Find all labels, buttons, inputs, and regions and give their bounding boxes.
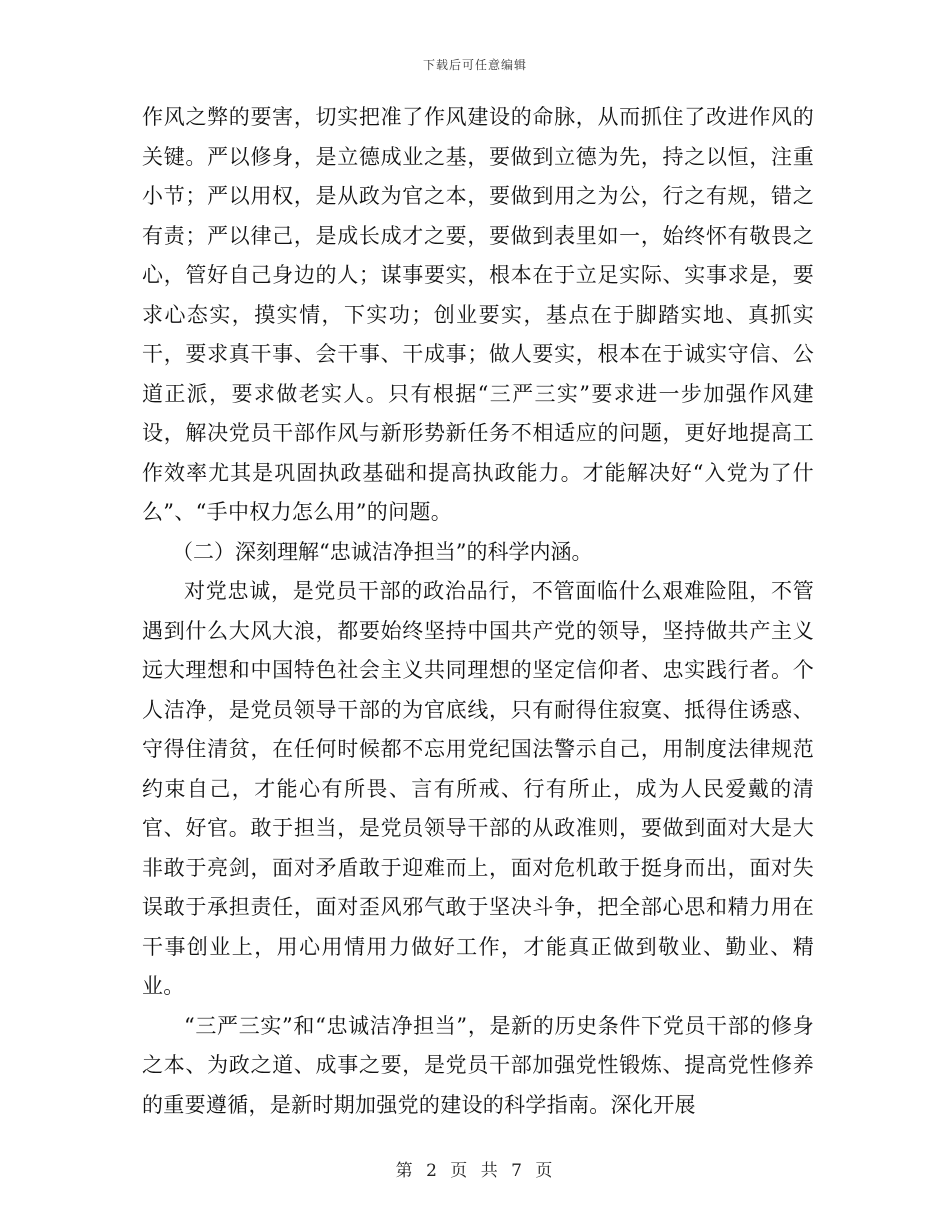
paragraph-1: 作风之弊的要害，切实把准了作风建设的命脉，从而抓住了改进作风的关键。严以修身，是立德成业之基，要做到立德为先，持之以恒，注重小节；严以用权，是从政为官之本，要做到用之为公，行之有规，错之有责；严以律己，是成长成才之要，要做到表里如一，始终怀有敬畏之心，管好自己身边的人；谋事要实，根本在于立足实际、实事求是，要求心态实，摸实情，下实功；创业要实，基点在于脚踏实地、真抓实干，要求真干事、会干事、干成事；做人要实，根本在于诚实守信、公道正派，要求做老实人。只有根据“三严三实”要求进一步加强作风建设，解决党员干部作风与新形势新任务不相适应的问题，更好地提高工作效率尤其是巩固执政基础和提高执政能力。才能解决好“入党为了什么”、“手中权力怎么用”的问题。 [142, 105, 814, 524]
page-number-footer: 第 2 页 共 7 页 [395, 1161, 555, 1181]
section-subheading: （二）深刻理解“忠诚洁净担当”的科学内涵。 [172, 539, 593, 564]
paragraph-2: 对党忠诚，是党员干部的政治品行，不管面临什么艰难险阻，不管遇到什么大风大浪，都要始终坚持中国共产党的领导，坚持做共产主义远大理想和中国特色社会主义共同理想的坚定信仰者、忠实践行者。个人洁净，是党员领导干部的为官底线，只有耐得住寂寞、抵得住诱惑、守得住清贫，在任何时候都不忘用党纪国法警示自己，用制度法律规范约束自己，才能心有所畏、言有所戒、行有所止，成为人民爱戴的清官、好官。敢于担当，是党员领导干部的从政准则，要做到面对大是大非敢于亮剑，面对矛盾敢于迎难而上，面对危机敢于挺身而出，面对失误敢于承担责任，面对歪风邪气敢于坚决斗争，把全部心思和精力用在干事创业上，用心用情用力做好工作，才能真正做到敬业、勤业、精业。 [142, 579, 814, 998]
page-header: 下载后可任意编辑 [422, 58, 527, 72]
paragraph-3: “三严三实”和“忠诚洁净担当”，是新的历史条件下党员干部的修身之本、为政之道、成事之要，是党员干部加强党性锻炼、提高党性修养的重要遵循，是新时期加强党的建设的科学指南。深化开展 [142, 1013, 814, 1117]
document-body [142, 98, 814, 1125]
